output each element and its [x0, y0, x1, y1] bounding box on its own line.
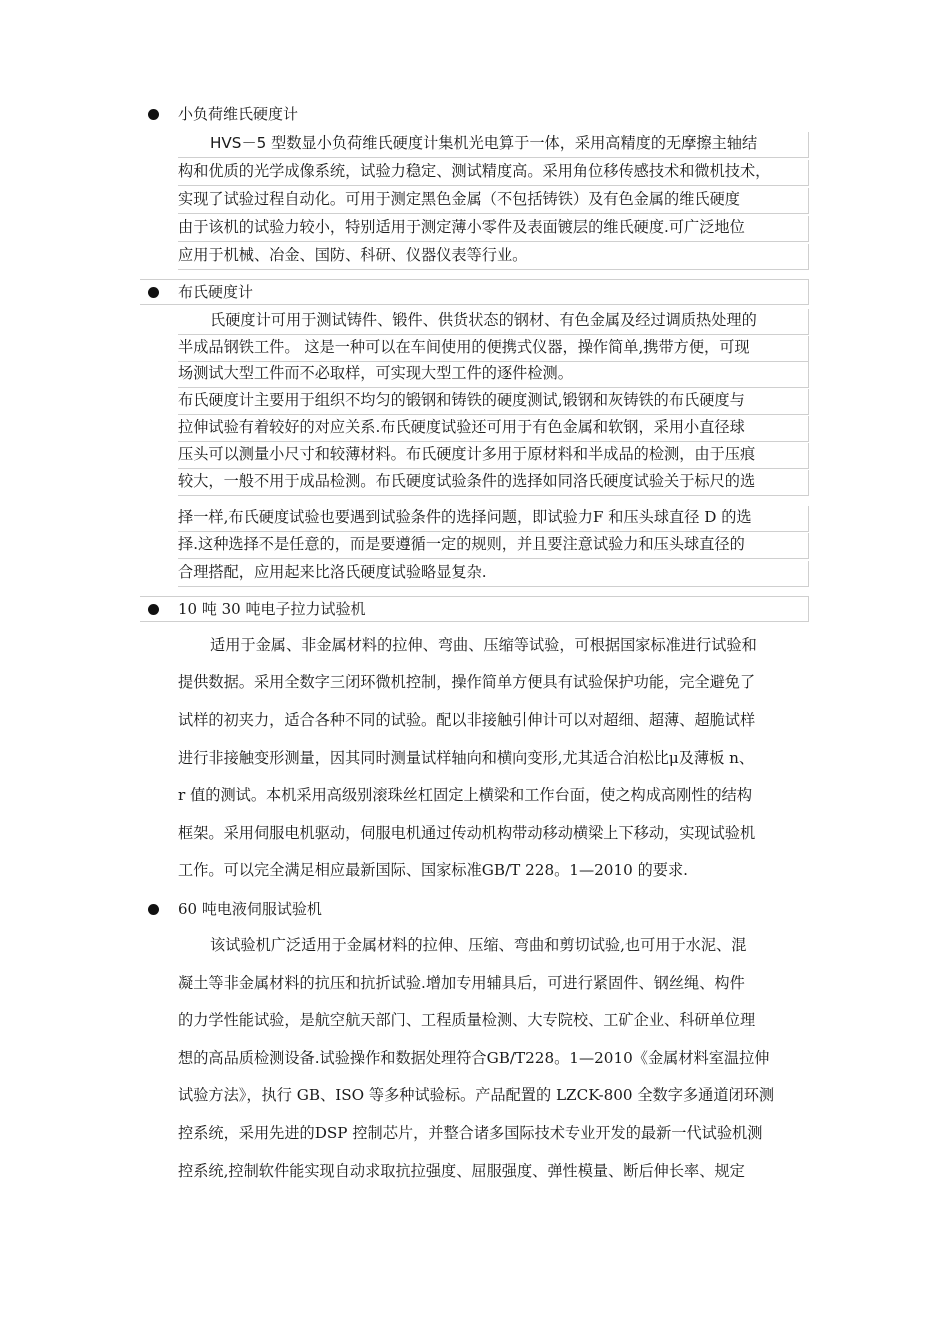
- heading-electrohydraulic-servo: 60 吨电液伺服试验机: [178, 900, 322, 918]
- paragraph-line: 合理搭配，应用起来比洛氏硬度试验略显复杂.: [178, 561, 809, 587]
- section-heading: [140, 596, 809, 622]
- paragraph-line: 进行非接触变形测量，因其同时测量试样轴向和横向变形,尤其适合泊松比μ及薄板 n、: [178, 749, 755, 767]
- paragraph-line: 实现了试验过程自动化。可用于测定黑色金属（不包括铸铁）及有色金属的维氏硬度: [178, 188, 809, 214]
- bullet-dot-icon: [148, 604, 159, 615]
- paragraph-line: 半成品钢铁工件。 这是一种可以在车间使用的便携式仪器，操作简单,携带方便，可现: [178, 336, 809, 362]
- paragraph-line: 试样的初夹力，适合各种不同的试验。配以非接触引伸计可以对超细、超薄、超脆试样: [178, 711, 756, 729]
- paragraph-line: 工作。可以完全满足相应最新国际、国家标准GB/T 228。1—2010 的要求.: [178, 861, 689, 879]
- bullet-dot-icon: [148, 287, 159, 298]
- heading-electronic-tensile: 10 吨 30 吨电子拉力试验机: [178, 600, 366, 618]
- paragraph-line: 氏硬度计可用于测试铸件、锻件、供货状态的钢材、有色金属及经过调质热处理的: [178, 309, 809, 335]
- paragraph-line: 适用于金属、非金属材料的拉伸、弯曲、压缩等试验，可根据国家标准进行试验和: [210, 636, 757, 654]
- heading-vickers: 小负荷维氏硬度计: [178, 105, 299, 123]
- paragraph-line: HVS－5 型数显小负荷维氏硬度计集机光电算于一体，采用高精度的无摩擦主轴结: [178, 132, 809, 158]
- paragraph-line: 的力学性能试验，是航空航天部门、工程质量检测、大专院校、工矿企业、科研单位理: [178, 1011, 756, 1029]
- bullet-dot-icon: [148, 904, 159, 915]
- paragraph-line: 控系统,控制软件能实现自动求取抗拉强度、屈服强度、弹性模量、断后伸长率、规定: [178, 1162, 745, 1180]
- heading-brinell: 布氏硬度计: [178, 283, 254, 301]
- paragraph-line: 应用于机械、冶金、国防、科研、仪器仪表等行业。: [178, 244, 809, 270]
- paragraph-line: 凝土等非金属材料的抗压和抗折试验.增加专用辅具后，可进行紧固件、钢丝绳、构件: [178, 974, 745, 992]
- section-heading: [140, 102, 810, 126]
- paragraph-line: 试验方法》，执行 GB、ISO 等多种试验标。产品配置的 LZCK-800 全数字多通道闭环测: [178, 1086, 775, 1104]
- paragraph-line: 由于该机的试验力较小，特别适用于测定薄小零件及表面镀层的维氏硬度.可广泛地位: [178, 216, 809, 242]
- paragraph-line: 择.这种选择不是任意的，而是要遵循一定的规则，并且要注意试验力和压头球直径的: [178, 533, 809, 559]
- paragraph-line: 构和优质的光学成像系统，试验力稳定、测试精度高。采用角位移传感技术和微机技术，: [178, 160, 809, 186]
- paragraph-line: r 值的测试。本机采用高级别滚珠丝杠固定上横梁和工作台面，使之构成高刚性的结构: [178, 786, 753, 804]
- paragraph-line: 拉伸试验有着较好的对应关系.布氏硬度试验还可用于有色金属和软钢，采用小直径球: [178, 416, 809, 442]
- paragraph-line: 场测试大型工件而不必取样，可实现大型工件的逐件检测。: [178, 362, 809, 388]
- paragraph-line: 想的高品质检测设备.试验操作和数据处理符合GB/T228。1—2010《金属材料室温拉伸: [178, 1049, 770, 1067]
- paragraph-line: 择一样,布氏硬度试验也要遇到试验条件的选择问题，即试验力F 和压头球直径 D 的选: [178, 506, 809, 532]
- section-heading: [140, 897, 810, 921]
- paragraph-line: 较大，一般不用于成品检测。布氏硬度试验条件的选择如同洛氏硬度试验关于标尺的选: [178, 470, 809, 496]
- paragraph-line: 该试验机广泛适用于金属材料的拉伸、压缩、弯曲和剪切试验,也可用于水泥、混: [210, 936, 747, 954]
- paragraph-line: 压头可以测量小尺寸和较薄材料。布氏硬度计多用于原材料和半成品的检测，由于压痕: [178, 443, 809, 469]
- paragraph-line: 框架。采用伺服电机驱动，伺服电机通过传动机构带动移动横梁上下移动，实现试验机: [178, 824, 756, 842]
- paragraph-line: 布氏硬度计主要用于组织不均匀的锻钢和铸铁的硬度测试,锻钢和灰铸铁的布氏硬度与: [178, 389, 809, 415]
- section-heading: [140, 279, 809, 305]
- paragraph-line: 提供数据。采用全数字三闭环微机控制，操作简单方便具有试验保护功能，完全避免了: [178, 673, 756, 691]
- paragraph-line: 控系统，采用先进的DSP 控制芯片，并整合诸多国际技术专业开发的最新一代试验机测: [178, 1124, 763, 1142]
- bullet-dot-icon: [148, 109, 159, 120]
